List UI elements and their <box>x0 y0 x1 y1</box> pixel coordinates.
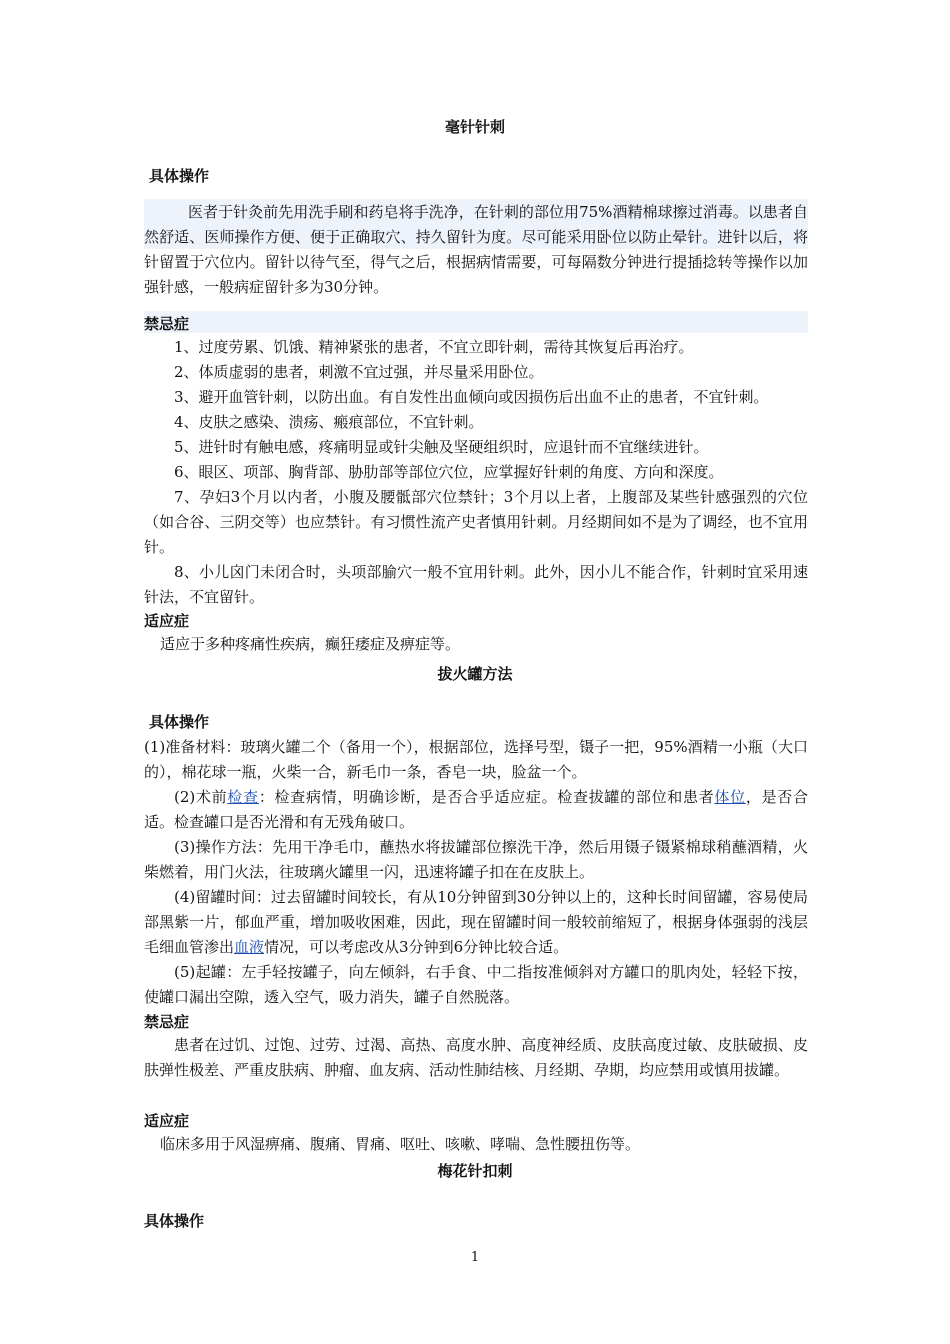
indications-text-2: 临床多用于风湿痹痛、腹痛、胃痛、呕吐、咳嗽、哮喘、急性腰扭伤等。 <box>160 1135 641 1153</box>
heading-shading <box>144 311 808 333</box>
link-blood[interactable]: 血液 <box>234 938 265 956</box>
contra-item-5: 5、进针时有触电感，疼痛明显或针尖触及坚硬组织时，应退针而不宜继续进针。 <box>174 438 709 456</box>
section-title-1: 毫针针刺 <box>444 118 505 136</box>
operation-item-4 <box>144 885 808 960</box>
heading-operation-1: 具体操作 <box>149 167 210 185</box>
contra-item-1: 1、过度劳累、饥饿、精神紧张的患者，不宜立即针刺，需待其恢复后再治疗。 <box>174 338 694 356</box>
contra-item-2: 2、体质虚弱的患者，刺激不宜过强，并尽量采用卧位。 <box>174 363 544 381</box>
section-title-3: 梅花针扣刺 <box>437 1162 513 1180</box>
page-number: 1 <box>470 1250 480 1265</box>
heading-contraindications-2: 禁忌症 <box>144 1013 190 1031</box>
operation-item-3: (3)操作方法：先用干净毛巾，蘸热水将拔罐部位擦洗干净，然后用镊子镊紧棉球稍蘸酒精，火柴燃着，用门火法，往玻璃火罐里一闪，迅速将罐子扣在在皮肤上。 <box>144 838 808 881</box>
link-body-position[interactable]: 体位 <box>714 788 746 806</box>
operation-item-2 <box>144 785 808 835</box>
link-examination[interactable]: 检查 <box>227 788 259 806</box>
contra-item-6: 6、眼区、项部、胸背部、胁肋部等部位穴位，应掌握好针刺的角度、方向和深度。 <box>174 463 724 481</box>
heading-operation-2: 具体操作 <box>149 713 210 731</box>
operation-item-4-pre: (4)留罐时间：过去留罐时间较长，有从10分钟留到30分钟以上的，这种长时间留罐，容易使局部黑紫一片，郁血严重，增加吸收困难，因此，现在留罐时间一般较前缩短了，根据身体强弱的浅层毛细血管渗出 <box>144 888 808 956</box>
contra-item-7: 7、孕妇3个月以内者，小腹及腰骶部穴位禁针；3个月以上者，上腹部及某些针感强烈的穴位（如合谷、三阴交等）也应禁针。有习惯性流产史者慎用针刺。月经期间如不是为了调经，也不宜用针。 <box>144 488 808 556</box>
heading-indications-1: 适应症 <box>144 612 190 630</box>
operation-item-2-mid: ：检查病情，明确诊断，是否合乎适应症。检查拔罐的部位和患者 <box>258 788 715 806</box>
operation-item-5: (5)起罐：左手轻按罐子，向左倾斜，右手食、中二指按准倾斜对方罐口的肌肉处，轻轻下按，使罐口漏出空隙，透入空气，吸力消失，罐子自然脱落。 <box>144 963 808 1006</box>
operation-item-1: (1)准备材料：玻璃火罐二个（备用一个），根据部位，选择号型，镊子一把，95%酒精一小瓶（大口的），棉花球一瓶，火柴一合，新毛巾一条，香皂一块，脸盆一个。 <box>144 738 808 781</box>
heading-indications-2: 适应症 <box>144 1112 190 1130</box>
contra-item-8: 8、小儿囟门未闭合时，头项部腧穴一般不宜用针刺。此外，因小儿不能合作，针刺时宜采用速针法，不宜留针。 <box>144 563 808 606</box>
heading-contraindications-1: 禁忌症 <box>144 315 190 333</box>
indications-text-1: 适应于多种疼痛性疾病，癫狂痿症及痹症等。 <box>160 635 461 653</box>
contra-item-4: 4、皮肤之感染、溃疡、瘢痕部位，不宜针刺。 <box>174 413 484 431</box>
contraindications-text-2: 患者在过饥、过饱、过劳、过渴、高热、高度水肿、高度神经质、皮肤高度过敏、皮肤破损、皮肤弹性极差、严重皮肤病、肿瘤、血友病、活动性肺结核、月经期、孕期，均应禁用或慎用拔罐。 <box>144 1036 808 1079</box>
operation-paragraph-1: 医者于针灸前先用洗手刷和药皂将手洗净，在针刺的部位用75%酒精棉球擦过消毒。以患者自然舒适、医师操作方便、便于正确取穴、持久留针为度。尽可能采用卧位以防止晕针。进针以后，将针留置于穴位内。留针以待气至，得气之后，根据病情需要，可每隔数分钟进行提插捻转等操作以加强针感，一般病症留针多为30分钟。 <box>144 203 808 296</box>
operation-item-2-post: ，是否合适。检查罐口是否光滑和有无残角破口。 <box>144 788 808 831</box>
operation-item-4-post: 情况，可以考虑改从3分钟到6分钟比较合适。 <box>264 938 569 956</box>
heading-operation-3: 具体操作 <box>144 1212 205 1230</box>
operation-item-2-pre: (2)术前 <box>174 788 228 806</box>
section-title-2: 拔火罐方法 <box>437 665 513 683</box>
contra-item-3: 3、避开血管针刺，以防出血。有自发性出血倾向或因损伤后出血不止的患者，不宜针刺。 <box>174 388 769 406</box>
